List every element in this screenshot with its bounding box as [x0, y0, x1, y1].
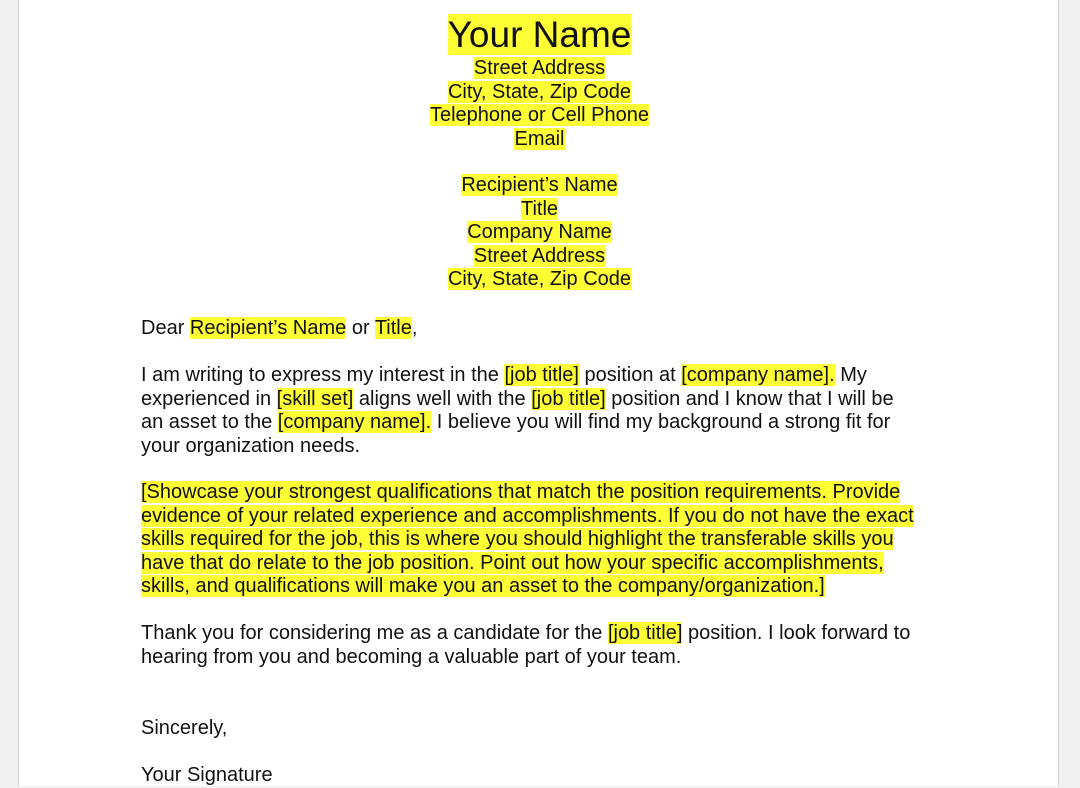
paragraph-qualifications-placeholder[interactable]	[141, 481, 961, 599]
paragraph-line	[141, 622, 961, 646]
qualifications-line: skills required for the job, this is where you should highlight the transferable skills you	[141, 528, 894, 550]
job-title-placeholder[interactable]: [job title]	[504, 364, 579, 386]
salutation-name-placeholder[interactable]: Recipient’s Name	[189, 317, 347, 339]
recipient-city[interactable]: City, State, Zip Code	[447, 268, 632, 290]
company-name-placeholder[interactable]: [company name].	[277, 411, 432, 433]
text-run: position. I look forward to	[682, 622, 911, 644]
sender-email[interactable]: Email	[514, 127, 565, 150]
paragraph-line	[141, 364, 961, 388]
recipient-street[interactable]: Street Address	[473, 244, 606, 267]
job-title-placeholder[interactable]: [job title]	[531, 387, 606, 410]
sender-name-block	[19, 14, 1060, 56]
salutation-prefix: Dear	[141, 317, 190, 339]
document-page	[18, 0, 1059, 786]
paragraph-line: hearing from you and becoming a valuable part of your team.	[141, 645, 682, 668]
salutation-connector: or	[346, 317, 375, 339]
salutation	[141, 317, 961, 341]
qualifications-line: skills, and qualifications will make you an asset to the company/organization.]	[141, 575, 825, 597]
job-title-placeholder[interactable]: [job title]	[607, 622, 683, 644]
salutation-suffix: ,	[411, 317, 418, 339]
text-run: I believe you will find my background a strong fit for	[431, 411, 891, 433]
text-run: position at	[578, 364, 682, 386]
recipient-company[interactable]: Company Name	[467, 221, 612, 243]
closing: Sincerely,	[141, 717, 228, 739]
paragraph-line	[141, 388, 961, 412]
signature: Your Signature	[141, 764, 273, 786]
skill-set-placeholder[interactable]: [skill set]	[276, 387, 354, 410]
paragraph-intro	[141, 364, 961, 458]
salutation-title-placeholder[interactable]: Title	[374, 317, 412, 339]
sender-address-block	[19, 57, 1060, 151]
sender-street[interactable]: Street Address	[473, 57, 606, 79]
recipient-name[interactable]: Recipient’s Name	[461, 174, 618, 196]
company-name-placeholder[interactable]: [company name].	[681, 364, 835, 386]
recipient-title[interactable]: Title	[520, 197, 559, 220]
recipient-address-block	[19, 174, 1060, 292]
qualifications-line: [Showcase your strongest qualifications that match the position requirements. Provide	[141, 481, 901, 503]
sender-city[interactable]: City, State, Zip Code	[447, 80, 632, 103]
sender-name[interactable]: Your Name	[447, 14, 632, 55]
qualifications-line: have that do relate to the job position. Point out how your specific accomplishments,	[141, 551, 884, 574]
text-run: Thank you for considering me as a candidate for the	[141, 622, 608, 644]
paragraph-thanks	[141, 622, 961, 669]
paragraph-line	[141, 411, 961, 435]
text-run: I am writing to express my interest in the	[141, 364, 505, 386]
qualifications-line: evidence of your related experience and accomplishments. If you do not have the exact	[141, 504, 914, 527]
sender-phone[interactable]: Telephone or Cell Phone	[429, 104, 650, 126]
text-run: experienced in	[141, 387, 277, 410]
text-run: aligns well with the	[353, 387, 532, 410]
text-run: an asset to the	[141, 411, 278, 433]
text-run: position and I know that I will be	[605, 387, 894, 410]
paragraph-line: your organization needs.	[141, 434, 361, 457]
text-run: My	[834, 364, 867, 386]
